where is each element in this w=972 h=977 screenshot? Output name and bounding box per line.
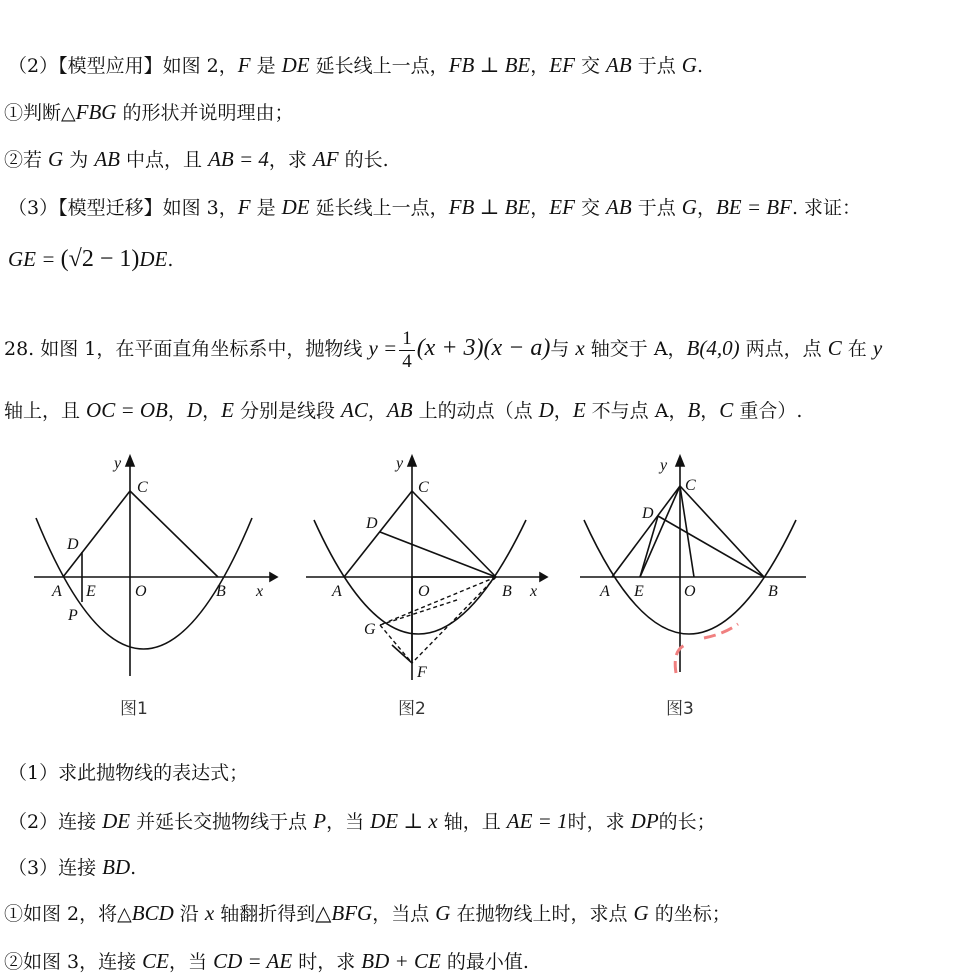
var-G: G — [48, 147, 64, 171]
label-x: x — [530, 583, 538, 600]
var-C: C — [827, 336, 842, 360]
expr-BE-eq-BF: BE = BF — [715, 195, 792, 219]
problem-number: 28. — [4, 338, 35, 360]
l1-part-b: 是 — [250, 55, 282, 77]
label-O: O — [135, 583, 147, 600]
y-axis-arrow — [126, 456, 134, 466]
y-axis-arrow — [676, 456, 684, 466]
l7-part-i: ， — [700, 400, 720, 422]
text-line-12 — [4, 946, 529, 977]
label-B: B — [768, 583, 778, 600]
label-O: O — [418, 583, 430, 600]
expr-parabola-factors: (x + 3)(x − a) — [416, 335, 551, 361]
segment-DB — [380, 532, 496, 577]
annotation-stroke-2 — [704, 624, 738, 638]
var-F: F — [237, 195, 251, 219]
segment-CB — [130, 491, 218, 577]
expr-OC-eq-OB: OC = OB — [86, 398, 168, 422]
label-B: B — [216, 583, 226, 600]
segment-AC — [63, 491, 130, 577]
l9-part-d: 轴，且 — [437, 811, 507, 833]
l7-part-a: 轴上，且 — [4, 400, 87, 422]
l6-part-e: 在 — [841, 338, 873, 360]
var-D: D — [186, 398, 203, 422]
var-FBG: FBG — [75, 100, 117, 124]
segment-DB — [658, 516, 764, 577]
l12-part-a: ②如图 3，连接 — [4, 951, 143, 973]
l3-part-b: 为 — [63, 149, 95, 171]
var-AB: AB — [606, 195, 632, 219]
label-D: D — [642, 505, 654, 522]
var-G: G — [681, 195, 697, 219]
expr-DE-perp-x: DE ⊥ x — [370, 809, 438, 833]
var-F: F — [237, 53, 251, 77]
var-AC: AC — [341, 398, 368, 422]
l4-part-a: （3）【模型迁移】如图 3， — [8, 197, 238, 219]
label-x: x — [256, 583, 264, 600]
l7-part-g: ， — [553, 400, 573, 422]
l3-part-a: ②若 — [4, 149, 49, 171]
figure-1 — [30, 448, 280, 683]
var-G: G — [633, 901, 649, 925]
label-A: A — [52, 583, 62, 600]
label-A: A — [332, 583, 342, 600]
l12-part-d: 的最小值. — [440, 951, 529, 973]
figure-3-caption: 图3 — [666, 699, 694, 719]
l9-part-e: 时，求 — [567, 811, 631, 833]
text-line-6 — [4, 323, 882, 374]
var-CE: CE — [142, 949, 170, 973]
expr-CD-eq-AE: CD = AE — [213, 949, 293, 973]
dashed-GX — [380, 599, 460, 625]
l4-part-g: ， — [696, 197, 716, 219]
l4-part-d: ， — [530, 197, 550, 219]
expr-FB-perp-BE: FB ⊥ BE — [448, 195, 531, 219]
var-B: B — [687, 398, 701, 422]
l11-part-f: 的坐标； — [648, 903, 731, 925]
l6-part-c: 轴交于 A， — [584, 338, 687, 360]
l2-part-b: 的形状并说明理由； — [116, 102, 294, 124]
l7-part-c: ， — [202, 400, 222, 422]
label-C: C — [685, 477, 696, 494]
l7-part-e: ， — [367, 400, 387, 422]
label-B: B — [502, 583, 512, 600]
l4-part-b: 是 — [250, 197, 282, 219]
dashed-GF — [380, 625, 412, 663]
figure-2-caption: 图2 — [398, 699, 426, 719]
label-O: O — [684, 583, 696, 600]
figure-2 — [300, 448, 560, 683]
var-E: E — [221, 398, 234, 422]
text-line-8 — [8, 758, 248, 788]
text-line-7 — [4, 395, 802, 426]
l10-part-b: . — [130, 857, 137, 879]
l1-part-d: ， — [530, 55, 550, 77]
expr-AB-eq-4: AB = 4 — [208, 147, 269, 171]
fraction-denominator: 4 — [402, 350, 412, 372]
var-AB: AB — [606, 53, 632, 77]
var-E: E — [572, 398, 586, 422]
l6-part-d: 两点，点 — [739, 338, 828, 360]
label-G: G — [364, 621, 376, 638]
var-P: P — [313, 809, 327, 833]
text-line-4 — [8, 192, 861, 223]
var-D: D — [538, 398, 554, 422]
var-EF: EF — [549, 195, 575, 219]
label-y: y — [114, 455, 122, 472]
label-E: E — [86, 583, 96, 600]
text-line-1 — [8, 50, 703, 81]
l1-part-c: 延长线上一点， — [309, 55, 449, 77]
var-G: G — [435, 901, 451, 925]
l11-part-d: ，当点 — [372, 903, 436, 925]
l7-part-j: 重合）. — [733, 400, 803, 422]
label-P: P — [68, 607, 78, 624]
var-AF: AF — [312, 147, 339, 171]
expr-sqrt2-minus-1: (√2 − 1) — [60, 246, 140, 272]
label-y: y — [660, 457, 668, 474]
label-C: C — [418, 479, 429, 496]
text-line-5 — [8, 244, 173, 275]
text-line-2 — [4, 97, 294, 128]
var-DE: DE — [281, 53, 310, 77]
l12-part-b: ，当 — [169, 951, 214, 973]
var-y: y — [872, 336, 883, 360]
l3-part-c: 中点，且 — [119, 149, 209, 171]
point-B-coords: B(4,0) — [686, 336, 740, 360]
l1-part-e: 交 — [574, 55, 607, 77]
l12-part-c: 时，求 — [292, 951, 362, 973]
l11-part-e: 在抛物线上时，求点 — [450, 903, 634, 925]
l4-part-f: 于点 — [631, 197, 682, 219]
x-axis-arrow — [270, 573, 277, 581]
l9-part-b: 并延长交抛物线于点 — [130, 811, 314, 833]
fraction-one-quarter — [399, 328, 415, 373]
x-axis-arrow — [540, 573, 547, 581]
l7-part-d: 分别是线段 — [233, 400, 342, 422]
var-BD: BD — [102, 855, 131, 879]
figure-1-caption: 图1 — [120, 699, 148, 719]
var-DE: DE — [102, 809, 131, 833]
var-DE: DE — [281, 195, 310, 219]
var-EF: EF — [549, 53, 575, 77]
l9-part-c: ，当 — [326, 811, 371, 833]
expr-GE-eq: GE = — [8, 247, 61, 271]
l9-part-a: （2）连接 — [8, 811, 103, 833]
var-BCD: BCD — [131, 901, 174, 925]
expr-FB-perp-BE: FB ⊥ BE — [448, 53, 531, 77]
l8-part-a: （1）求此抛物线的表达式； — [8, 762, 249, 784]
l4-part-c: 延长线上一点， — [309, 197, 449, 219]
var-C: C — [719, 398, 734, 422]
var-G: G — [681, 53, 697, 77]
text-line-10 — [8, 852, 136, 883]
l11-part-a: ①如图 2，将△ — [4, 903, 132, 925]
l5-period: . — [167, 249, 174, 271]
expr-AE-eq-1: AE = 1 — [506, 809, 568, 833]
segment-CB — [412, 491, 496, 577]
figure-3 — [576, 448, 816, 683]
expr-y-eq: y = — [368, 336, 398, 360]
var-BFG: △BFG — [315, 901, 373, 925]
label-D: D — [67, 536, 79, 553]
var-AB: AB — [94, 147, 120, 171]
l2-part-a: ①判断△ — [4, 102, 76, 124]
l6-part-b: 与 — [550, 338, 576, 360]
l11-part-b: 沿 — [173, 903, 205, 925]
l4-part-h: . 求证： — [791, 197, 862, 219]
segment-DE — [640, 516, 658, 577]
l9-part-f: 的长； — [658, 811, 716, 833]
y-axis-arrow — [408, 456, 416, 466]
var-DP: DP — [630, 809, 659, 833]
expr-BD-plus-CE: BD + CE — [361, 949, 441, 973]
l4-part-e: 交 — [574, 197, 607, 219]
l3-part-e: 的长. — [338, 149, 389, 171]
text-line-9 — [8, 806, 716, 837]
l1-part-g: . — [696, 55, 703, 77]
l7-part-b: ， — [167, 400, 187, 422]
label-E: E — [634, 583, 644, 600]
var-AB: AB — [386, 398, 413, 422]
l6-part-a: 如图 1，在平面直角坐标系中，抛物线 — [34, 338, 369, 360]
var-x: x — [204, 901, 215, 925]
segment-AC — [344, 491, 412, 577]
var-DE: DE — [139, 247, 168, 271]
l1-part-f: 于点 — [631, 55, 682, 77]
fraction-numerator: 1 — [399, 328, 415, 351]
l7-part-h: 不与点 A， — [585, 400, 688, 422]
label-A: A — [600, 583, 610, 600]
dashed-BG — [380, 577, 496, 625]
l3-part-d: ，求 — [268, 149, 313, 171]
l10-part-a: （3）连接 — [8, 857, 103, 879]
label-y: y — [396, 455, 404, 472]
l7-part-f: 上的动点（点 — [412, 400, 539, 422]
annotation-stroke — [675, 644, 688, 673]
l11-part-c: 轴翻折得到 — [214, 903, 316, 925]
label-C: C — [137, 479, 148, 496]
label-D: D — [366, 515, 378, 532]
l1-part-a: （2）【模型应用】如图 2， — [8, 55, 238, 77]
text-line-11 — [4, 898, 731, 929]
var-x: x — [575, 336, 585, 360]
label-F: F — [417, 664, 427, 681]
text-line-3 — [4, 144, 389, 175]
